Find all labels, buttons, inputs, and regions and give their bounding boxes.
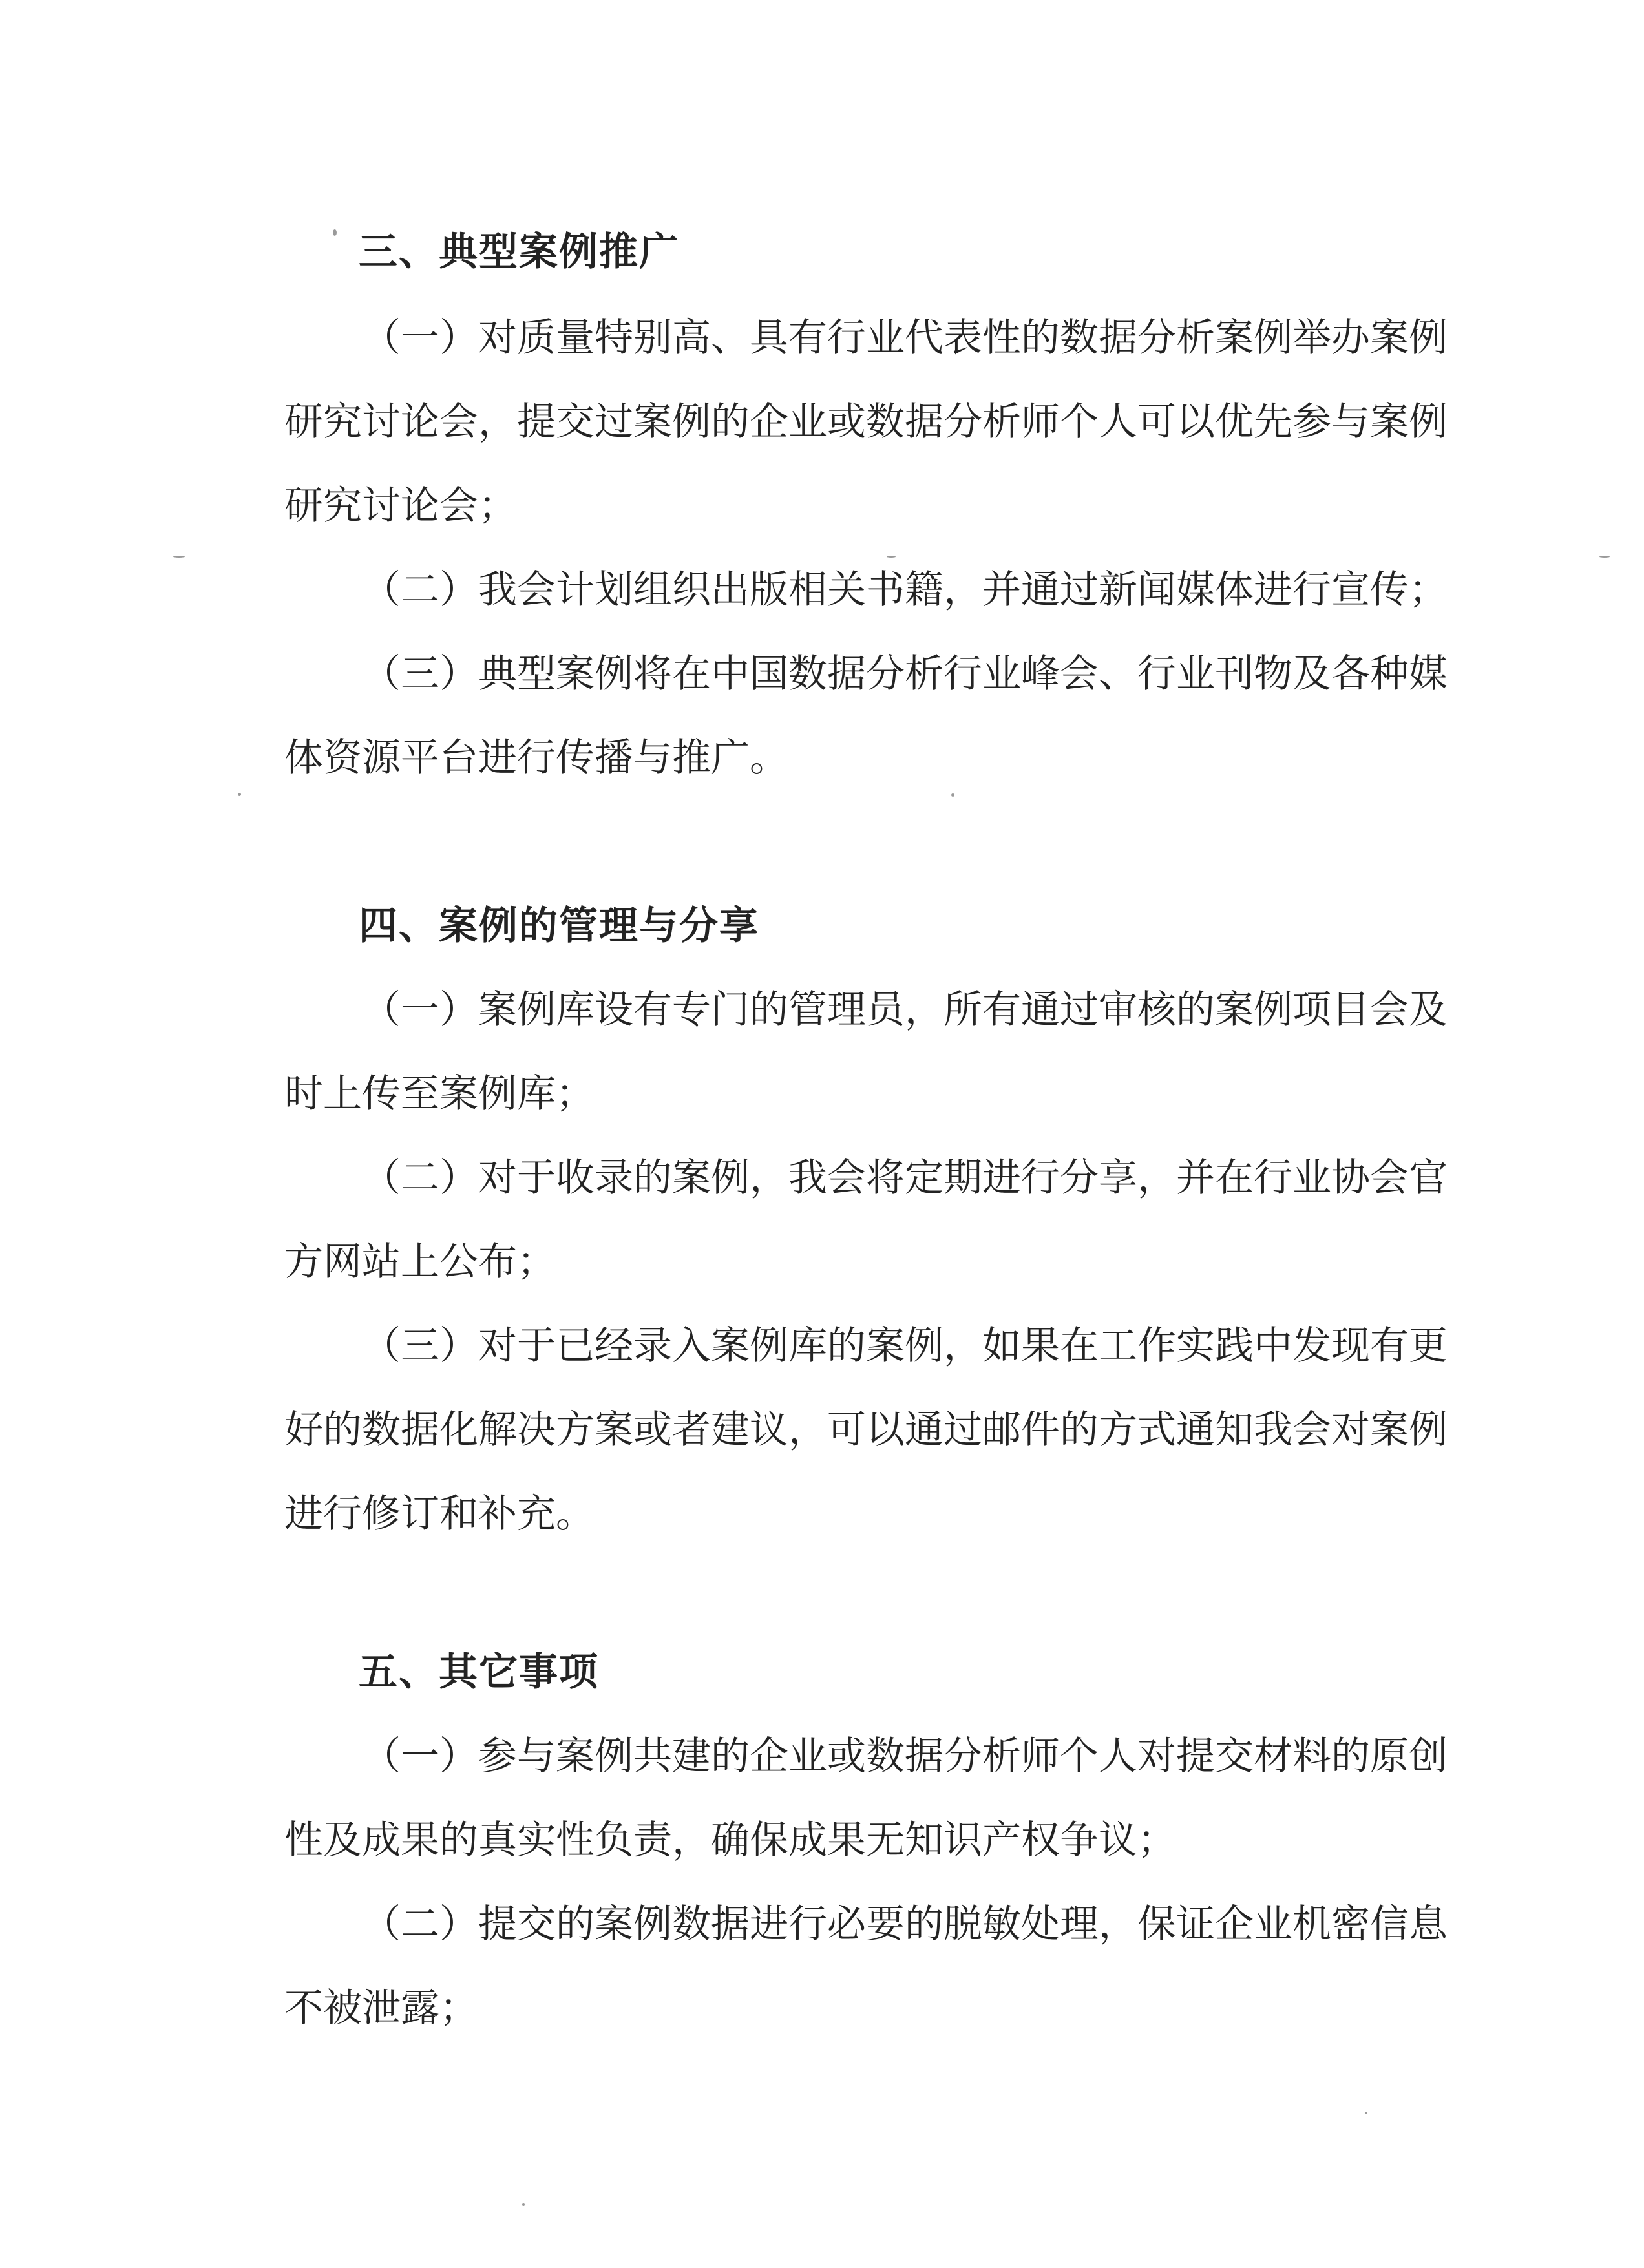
scan-speck — [1365, 2112, 1367, 2114]
paragraph-line: （二）我会计划组织出版相关书籍，并通过新闻媒体进行宣传； — [362, 567, 1448, 613]
paragraph-line: （一）参与案例共建的企业或数据分析师个人对提交材料的原创 — [362, 1734, 1448, 1779]
paragraph-line: 研究讨论会，提交过案例的企业或数据分析师个人可以优先参与案例 — [284, 399, 1448, 445]
scan-speck — [1599, 556, 1610, 558]
paragraph-line: 不被泄露； — [284, 1986, 478, 2031]
paragraph-line: （二）提交的案例数据进行必要的脱敏处理，保证企业机密信息 — [362, 1902, 1448, 1947]
paragraph-line: 时上传至案例库； — [284, 1071, 595, 1117]
section-heading: 四、案例的管理与分享 — [359, 903, 759, 949]
paragraph-line: 方网站上公布； — [284, 1239, 556, 1285]
section-heading: 五、其它事项 — [359, 1650, 599, 1695]
scan-speck — [522, 2203, 525, 2206]
scan-speck — [951, 793, 954, 797]
paragraph-line: 性及成果的真实性负责，确保成果无知识产权争议； — [284, 1818, 1176, 1863]
paragraph-line: （一）案例库设有专门的管理员，所有通过审核的案例项目会及 — [362, 987, 1448, 1033]
scan-speck — [238, 793, 241, 796]
paragraph-line: 进行修订和补充。 — [284, 1491, 595, 1537]
paragraph-line: 研究讨论会； — [284, 483, 517, 529]
scan-speck — [333, 229, 337, 236]
scan-speck — [887, 556, 896, 558]
paragraph-line: 好的数据化解决方案或者建议，可以通过邮件的方式通知我会对案例 — [284, 1407, 1448, 1453]
section-heading: 三、典型案例推广 — [359, 229, 679, 275]
paragraph-line: 体资源平台进行传播与推广。 — [284, 735, 788, 781]
scan-speck — [173, 556, 185, 558]
paragraph-line: （二）对于收录的案例，我会将定期进行分享，并在行业协会官 — [362, 1155, 1448, 1201]
paragraph-line: （一）对质量特别高、具有行业代表性的数据分析案例举办案例 — [362, 315, 1448, 361]
paragraph-line: （三）典型案例将在中国数据分析行业峰会、行业刊物及各种媒 — [362, 651, 1448, 697]
paragraph-line: （三）对于已经录入案例库的案例，如果在工作实践中发现有更 — [362, 1323, 1448, 1369]
